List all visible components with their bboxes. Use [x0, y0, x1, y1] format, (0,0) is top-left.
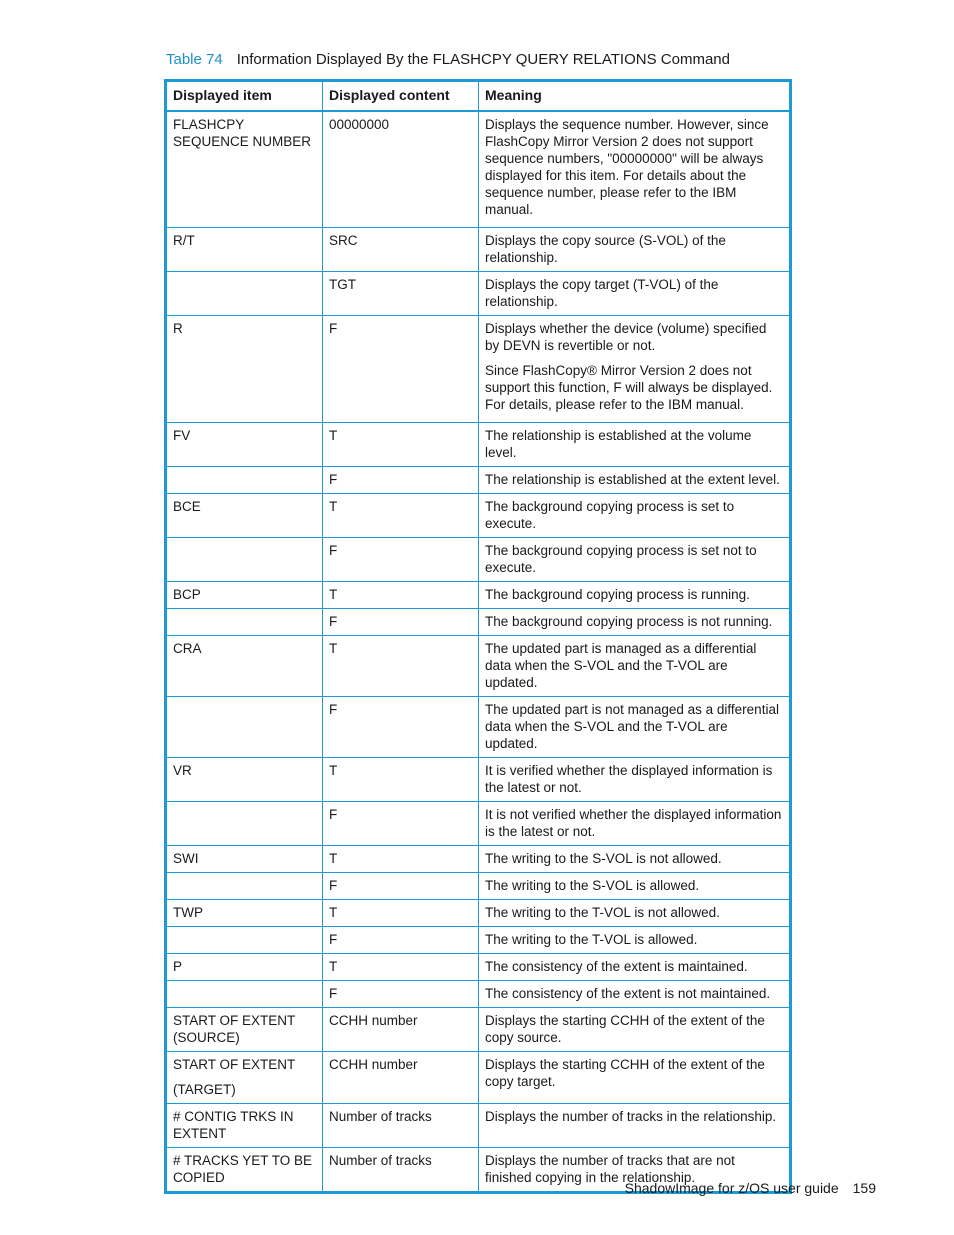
meaning-paragraph: The updated part is not managed as a differential data when the S-VOL and the T-VOL are updated. [485, 702, 779, 751]
table-row [166, 927, 791, 954]
meaning-paragraph: Displays the starting CCHH of the extent of the copy target. [485, 1057, 765, 1089]
meaning-paragraph: Displays the copy source (S-VOL) of the relationship. [485, 233, 726, 265]
item-text: TWP [173, 905, 203, 920]
meaning-paragraph: The consistency of the extent is maintained. [485, 959, 748, 974]
cell-displayed-item [166, 636, 323, 697]
cell-displayed-content: CCHH number [323, 1008, 479, 1052]
cell-meaning [479, 846, 791, 873]
cell-displayed-item [166, 873, 323, 900]
cell-meaning [479, 1104, 791, 1148]
cell-displayed-item [166, 609, 323, 636]
meaning-paragraph: Displays the sequence number. However, since FlashCopy Mirror Version 2 does not support sequence numbers, "00000000" will be always displayed for this item. For details about the sequence number, please refer to the IBM manual. [485, 117, 769, 217]
cell-displayed-item [166, 846, 323, 873]
guide-title: ShadowImage for z/OS user guide [624, 1180, 839, 1196]
meaning-paragraph: The background copying process is set to execute. [485, 499, 735, 531]
meaning-paragraph: The updated part is managed as a differential data when the S-VOL and the T-VOL are updated. [485, 641, 757, 690]
cell-meaning [479, 467, 791, 494]
cell-displayed-item [166, 538, 323, 582]
cell-meaning [479, 927, 791, 954]
table-row [166, 636, 791, 697]
meaning-paragraph: The background copying process is set not to execute. [485, 543, 757, 575]
cell-displayed-item [166, 697, 323, 758]
cell-displayed-item [166, 467, 323, 494]
cell-displayed-item [166, 111, 323, 228]
cell-displayed-content: T [323, 494, 479, 538]
meaning-paragraph: The writing to the T-VOL is not allowed. [485, 905, 720, 920]
cell-displayed-content: T [323, 636, 479, 697]
meaning-paragraph: It is verified whether the displayed information is the latest or not. [485, 763, 773, 795]
header-displayed-item: Displayed item [166, 81, 323, 112]
cell-displayed-content: T [323, 900, 479, 927]
cell-meaning [479, 697, 791, 758]
table-title: Information Displayed By the FLASHCPY QUERY RELATIONS Command [236, 51, 730, 68]
item-text: CRA [173, 641, 202, 656]
table-header-row [166, 81, 791, 112]
meaning-paragraph: The consistency of the extent is not maintained. [485, 986, 771, 1001]
item-text: START OF EXTENT (SOURCE) [173, 1013, 296, 1045]
item-text: FV [173, 428, 191, 443]
cell-displayed-item [166, 1148, 323, 1193]
cell-displayed-item [166, 1052, 323, 1104]
cell-displayed-item [166, 316, 323, 423]
cell-displayed-content: F [323, 927, 479, 954]
header-displayed-content: Displayed content [323, 81, 479, 112]
table-row [166, 582, 791, 609]
cell-displayed-content: F [323, 802, 479, 846]
cell-displayed-item [166, 802, 323, 846]
cell-displayed-content: T [323, 846, 479, 873]
item-text: VR [173, 763, 192, 778]
cell-displayed-content: SRC [323, 228, 479, 272]
table-number: Table 74 [166, 51, 223, 68]
table-row [166, 609, 791, 636]
table-row [166, 111, 791, 228]
cell-meaning [479, 609, 791, 636]
meaning-paragraph: The relationship is established at the extent level. [485, 472, 780, 487]
item-text: FLASHCPY SEQUENCE NUMBER [173, 117, 312, 149]
cell-displayed-item [166, 981, 323, 1008]
cell-meaning [479, 316, 791, 423]
item-text: START OF EXTENT [173, 1057, 296, 1072]
meaning-paragraph: The writing to the S-VOL is allowed. [485, 878, 700, 893]
cell-meaning [479, 802, 791, 846]
meaning-paragraph: The relationship is established at the volume level. [485, 428, 752, 460]
meaning-paragraph: Displays the number of tracks in the relationship. [485, 1109, 777, 1124]
cell-displayed-content: T [323, 758, 479, 802]
cell-displayed-content: 00000000 [323, 111, 479, 228]
meaning-paragraph: The writing to the S-VOL is not allowed. [485, 851, 722, 866]
cell-meaning [479, 900, 791, 927]
page-footer [625, 1180, 876, 1196]
cell-meaning [479, 636, 791, 697]
meaning-paragraph: Displays the number of tracks that are not finished copying in the relationship. [485, 1153, 735, 1185]
cell-displayed-content: F [323, 981, 479, 1008]
table-row [166, 1052, 791, 1104]
cell-meaning [479, 423, 791, 467]
cell-displayed-content: TGT [323, 272, 479, 316]
item-text: R [173, 321, 183, 336]
item-text: # TRACKS YET TO BE COPIED [173, 1153, 313, 1185]
meaning-paragraph: The writing to the T-VOL is allowed. [485, 932, 698, 947]
meaning-paragraph: Displays the starting CCHH of the extent of the copy source. [485, 1013, 765, 1045]
relations-table [164, 79, 792, 1194]
cell-displayed-item [166, 1008, 323, 1052]
table-row [166, 538, 791, 582]
cell-meaning [479, 954, 791, 981]
item-text: BCE [173, 499, 201, 514]
table-row [166, 467, 791, 494]
cell-displayed-content: F [323, 609, 479, 636]
cell-displayed-content: Number of tracks [323, 1104, 479, 1148]
cell-meaning [479, 272, 791, 316]
meaning-paragraph: Displays the copy target (T-VOL) of the relationship. [485, 277, 719, 309]
cell-displayed-content: F [323, 873, 479, 900]
cell-displayed-item [166, 272, 323, 316]
table-row [166, 494, 791, 538]
table-row [166, 423, 791, 467]
cell-displayed-content: T [323, 954, 479, 981]
table-row [166, 1104, 791, 1148]
cell-meaning [479, 1008, 791, 1052]
page-number: 159 [852, 1180, 876, 1196]
table-row [166, 758, 791, 802]
meaning-paragraph: Displays whether the device (volume) specified by DEVN is revertible or not. [485, 321, 767, 353]
cell-displayed-item [166, 423, 323, 467]
cell-meaning [479, 494, 791, 538]
cell-displayed-content: F [323, 697, 479, 758]
cell-displayed-item [166, 927, 323, 954]
cell-meaning [479, 538, 791, 582]
cell-meaning [479, 758, 791, 802]
table-row [166, 900, 791, 927]
cell-displayed-content: T [323, 423, 479, 467]
table-row [166, 846, 791, 873]
table-row [166, 954, 791, 981]
item-text: R/T [173, 233, 195, 248]
cell-displayed-content: F [323, 538, 479, 582]
cell-meaning [479, 582, 791, 609]
cell-displayed-content: T [323, 582, 479, 609]
cell-displayed-content: F [323, 467, 479, 494]
meaning-paragraph: The background copying process is not running. [485, 614, 773, 629]
cell-displayed-item [166, 582, 323, 609]
item-text: (TARGET) [173, 1082, 236, 1097]
header-meaning: Meaning [479, 81, 791, 112]
table-row [166, 1008, 791, 1052]
item-text: BCP [173, 587, 201, 602]
cell-meaning [479, 981, 791, 1008]
cell-displayed-item [166, 954, 323, 981]
cell-meaning [479, 111, 791, 228]
cell-displayed-item [166, 1104, 323, 1148]
table-row [166, 272, 791, 316]
item-text: # CONTIG TRKS IN EXTENT [173, 1109, 294, 1141]
cell-displayed-item [166, 494, 323, 538]
cell-displayed-content: Number of tracks [323, 1148, 479, 1193]
table-caption [166, 51, 730, 68]
table-row [166, 802, 791, 846]
table-row [166, 981, 791, 1008]
meaning-paragraph: Since FlashCopy® Mirror Version 2 does not support this function, F will always be displayed. For details, please refer to the IBM manual. [485, 363, 773, 412]
cell-meaning [479, 228, 791, 272]
table-row [166, 697, 791, 758]
table-body [166, 111, 791, 1193]
meaning-paragraph: The background copying process is running. [485, 587, 750, 602]
table-row [166, 228, 791, 272]
meaning-paragraph: It is not verified whether the displayed information is the latest or not. [485, 807, 782, 839]
table-row [166, 316, 791, 423]
cell-displayed-item [166, 900, 323, 927]
cell-meaning [479, 873, 791, 900]
cell-displayed-item [166, 758, 323, 802]
item-text: P [173, 959, 183, 974]
cell-displayed-content: CCHH number [323, 1052, 479, 1104]
cell-meaning [479, 1052, 791, 1104]
table-row [166, 873, 791, 900]
item-text: SWI [173, 851, 199, 866]
cell-displayed-content: F [323, 316, 479, 423]
cell-displayed-item [166, 228, 323, 272]
